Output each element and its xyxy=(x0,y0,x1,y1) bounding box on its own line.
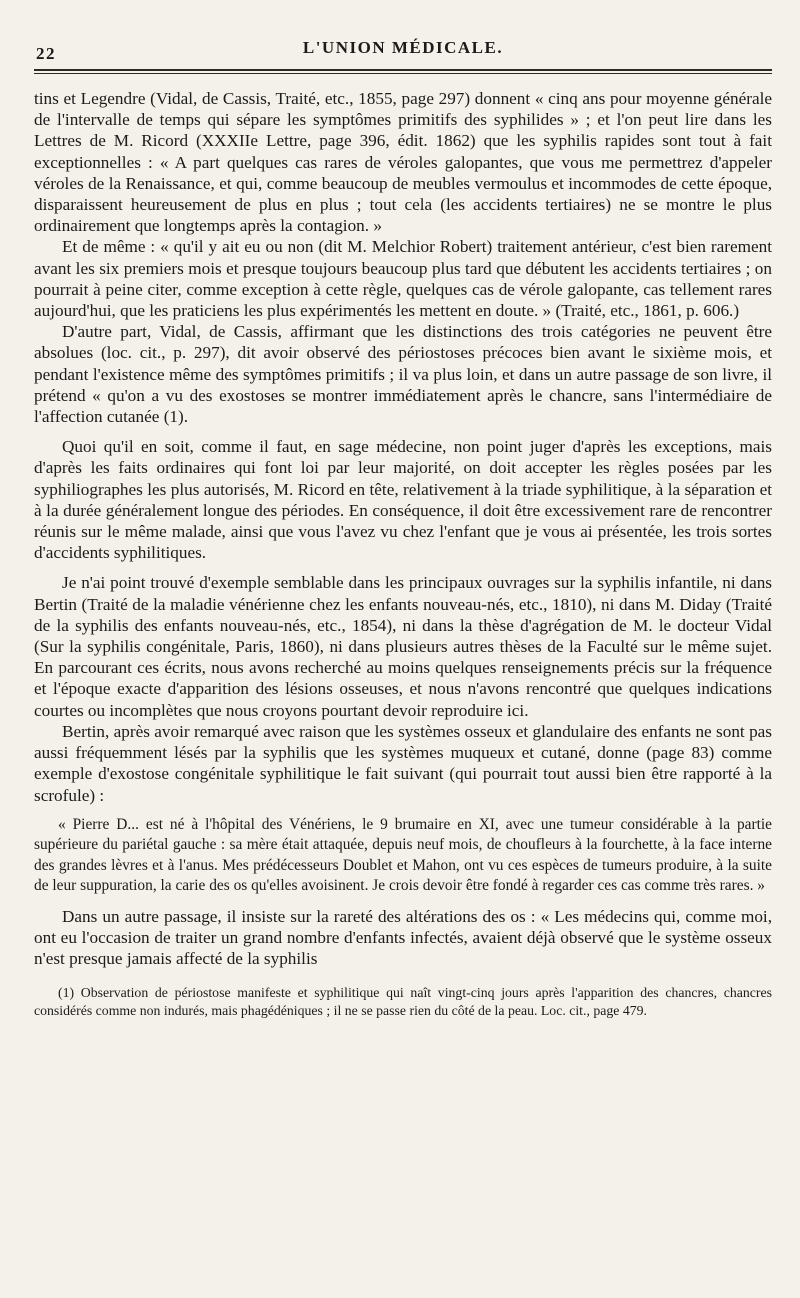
body-text xyxy=(34,88,772,970)
paragraph-2: Et de même : « qu'il y ait eu ou non (dit M. Melchior Robert) traitement antérieur, c'est bien rarement avant les six premiers mois et presque toujours beaucoup plus tard que débutent les accidents tertiaires ; on pourrait à peine citer, comme exception à cette règle, quelques cas de vérole galopante, cas tellement rares aujourd'hui, que les praticiens les plus expérimentés les mettent en doute. » (Traité, etc., 1861, p. 606.) xyxy=(34,237,772,321)
paragraph-6: Bertin, après avoir remarqué avec raison que les systèmes osseux et glandulaire des enfants ne sont pas aussi fréquemment lésés par la syphilis que les systèmes muqueux et cutané, donne (page 83) comme exemple d'exostose congénitale syphilitique le fait suivant (qui pourrait tout aussi bien être rapporté à la scrofule) : xyxy=(34,721,772,805)
header-rule xyxy=(34,69,772,74)
page-number: 22 xyxy=(36,44,56,63)
footnote-1: (1) Observation de périostose manifeste et syphilitique qui naît vingt-cinq jours après l'apparition des chancres, chancres considérés comme non indurés, mais phagédéniques ; il ne se passe rien du côté de la peau. Loc. cit., page 479. xyxy=(34,984,772,1019)
paragraph-1: tins et Legendre (Vidal, de Cassis, Traité, etc., 1855, page 297) donnent « cinq ans pour moyenne générale de l'intervalle de temps qui sépare les symptômes primitifs des syphilides » ; et l'on peut lire dans les Lettres de M. Ricord (XXXIIe Lettre, page 396, édit. 1862) que les syphilis rapides sont tout à fait exceptionnelles : « A part quelques cas rares de véroles galopantes, que vous me permettrez d'appeler véroles de la Renaissance, et qui, comme beaucoup de meubles vermoulus et incommodes de cette époque, disparaissent heureusement de plus en plus ; tout cela (les accidents tertiaires) ne se montre le plus ordinairement que longtemps après la contagion. » xyxy=(34,89,772,236)
block-quote xyxy=(34,815,772,897)
quote-text: « Pierre D... est né à l'hôpital des Vénériens, le 9 brumaire en XI, avec une tumeur considérable à la partie supérieure du pariétal gauche : sa mère était attaquée, depuis neuf mois, de choufleurs à la fourchette, à la face interne des grandes lèvres et à l'anus. Mes prédécesseurs Doublet et Mahon, ont vu ces espèces de tumeurs produire, à la suite de leur suppuration, la carie des os qu'elles avoisinent. Je crois devoir être fondé à regarder ces cas comme très rares. » xyxy=(34,815,772,895)
footnotes xyxy=(34,984,772,1021)
page-header xyxy=(34,36,772,66)
paragraph-5: Je n'ai point trouvé d'exemple semblable dans les principaux ouvrages sur la syphilis infantile, ni dans Bertin (Traité de la maladie vénérienne chez les enfants nouveau-nés, etc., 1810), ni dans M. Diday (Traité de la syphilis des enfants nouveau-nés, etc., 1854), ni dans la thèse d'agrégation de M. le docteur Vidal (Sur la syphilis congénitale, Paris, 1860), ni dans plusieurs autres thèses de la Faculté sur le même sujet. En parcourant ces écrits, nous avons recherché au moins quelques renseignements précis sur la fréquence et l'époque exacte d'apparition des lésions osseuses, et nous n'avons rencontré que quelques indications courtes ou incomplètes que nous croyons pourtant devoir reproduire ici. xyxy=(34,573,772,720)
running-title: L'UNION MÉDICALE. xyxy=(302,38,504,57)
paragraph-4: Quoi qu'il en soit, comme il faut, en sage médecine, non point juger d'après les exceptions, mais d'après les faits ordinaires qui font loi par leur majorité, on doit accepter les règles posées par les syphiliographes les plus autorisés, M. Ricord en tête, relativement à la triade syphilitique, à la séparation et à la durée généralement longue des périodes. En conséquence, il doit être excessivement rare de rencontrer réunis sur le même malade, ainsi que vous l'avez vu chez l'enfant que je vous ai présentée, les trois sortes d'accidents syphilitiques. xyxy=(34,437,772,563)
paragraph-7: Dans un autre passage, il insiste sur la rareté des altérations des os : « Les médecins qui, comme moi, ont eu l'occasion de traiter un grand nombre d'enfants infectés, avaient déjà observé que le système osseux n'est presque jamais affecté de la syphilis xyxy=(34,907,772,969)
paragraph-3: D'autre part, Vidal, de Cassis, affirmant que les distinctions des trois catégories ne peuvent être absolues (loc. cit., p. 297), dit avoir observé des périostoses précoces bien avant le sixième mois, et pendant l'existence même des symptômes primitifs ; il va plus loin, et dans un autre passage de son livre, il prétend « qu'on a vu des exostoses se montrer immédiatement après le chancre, sans l'intermédiaire de l'affection cutanée (1). xyxy=(34,322,772,427)
